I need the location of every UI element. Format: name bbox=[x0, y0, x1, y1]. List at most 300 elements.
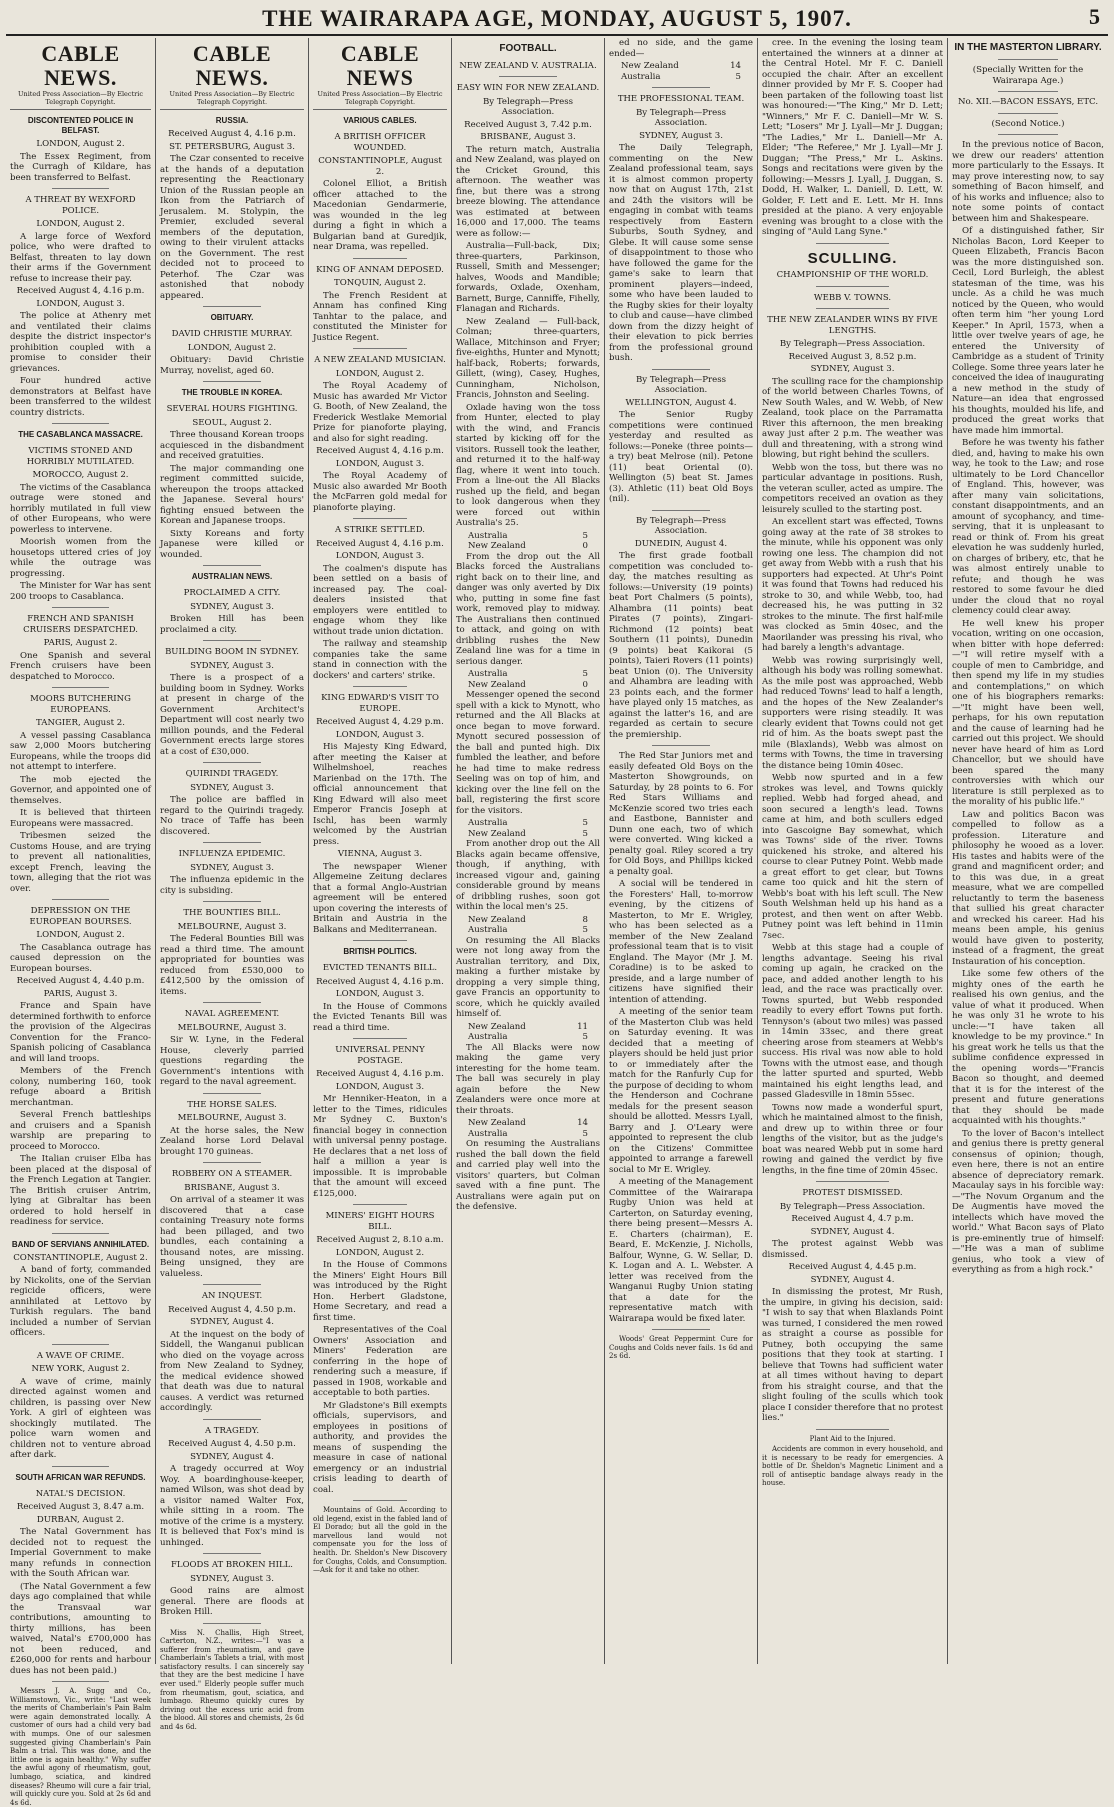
article-heading: MINERS' EIGHT HOURS BILL. bbox=[325, 1211, 435, 1232]
divider bbox=[816, 286, 888, 287]
article-text: The Royal Academy of Music has awarded Mr Victor G. Booth, of New Zealand, the Frederick Westlake Memorial Prize for pianoforte playing, and also for sight reading. bbox=[313, 381, 447, 444]
article-text: Like some few others of the mighty ones of the earth he realised his own genius, and the value of what it produced. When he was only 31 he wrote to his uncle:—"I have taken all knowledge to be my province." In his great work he tells us that the sublime confidence expressed in the opening words—"Francis Bacon so thought, and deemed that it is for the interest of the present and future generations that they should be made acquainted with his thoughts." bbox=[952, 969, 1104, 1126]
article-text: On arrival of a steamer it was discovered that a case containing Treasury note forms had been pillaged, and two bundles, each containing a thousand notes, are missing. Being unsigned, they are valueless. bbox=[160, 1195, 304, 1279]
divider bbox=[203, 1284, 261, 1285]
team-name: New Zealand bbox=[468, 914, 526, 925]
masthead bbox=[6, 0, 1108, 36]
article-heading: A TRAGEDY. bbox=[204, 1425, 260, 1436]
press-credit: United Press Association—By Electric Telegraph Copyright. bbox=[10, 90, 151, 110]
divider bbox=[203, 1623, 261, 1624]
article-text: A social will be tendered in the Foresters' Hall, to-morrow evening, by the citizens of Masterton, to Mr E. Wrigley, who has been selected as a member of the New Zealand professional team that is to visit England. The Mayor (Mr J. M. Coradine) is to be asked to preside, and a large number of citizens have signified their intention of attending. bbox=[609, 879, 753, 1005]
advertisement: Messrs J. A. Sugg and Co., Williamstown, Vic., write: "Last week the merits of Chamberlain's Pain Balm were again demonstrated locally. A customer of ours had a child very bad with mumps. One of our salesmen suggested giving Chamberlain's Pain Balm a trial. This was done, and the little one is again healthy." Why suffer the awful agony of rheumatism, gout, lumbago, sciatica, and kindred diseases? Rheumo will cure a fair trial, will quickly cure you. Sold at 2s 6d and 4s 6d. bbox=[10, 1687, 151, 1807]
article-heading: THE HORSE SALES. bbox=[187, 1099, 277, 1110]
article-text: The victims of the Casablanca outrage were stoned and horribly mutilated in full view of other Europeans, who were powerless to intervene. bbox=[10, 482, 151, 535]
received-line: Received August 4, 4.16 p.m. bbox=[168, 129, 296, 139]
article-text: In the House of Commons the Evicted Tenants Bill was read a third time. bbox=[313, 1001, 447, 1033]
article-text: Obituary: David Christie Murray, novelist, aged 60. bbox=[160, 355, 304, 376]
team-score: 5 bbox=[582, 530, 588, 541]
article-text: At the horse sales, the New Zealand horse Lord Delaval brought 170 guineas. bbox=[160, 1125, 304, 1157]
received-line: Received August 4, 4.40 p.m. bbox=[16, 976, 145, 986]
divider bbox=[353, 940, 407, 941]
article-heading: BRITISH POLITICS. bbox=[343, 947, 417, 956]
article-heading: BUILDING BOOM IN SYDNEY. bbox=[165, 647, 299, 657]
received-line: Received August 4, 4.16 p.m. bbox=[316, 446, 444, 456]
team-score: 0 bbox=[582, 541, 588, 551]
dateline: SYDNEY, August 3. bbox=[190, 601, 274, 612]
column-6 bbox=[758, 38, 948, 1664]
article-text: The Senior Rugby competitions were continued yesterday and resulted as follows:—Poneke (three points—a try) beat Melrose (nil). Petone (11) beat Oriental (0). Wellington (5) beat St. James (3). Athletic (11) beat Old Boys (nil). bbox=[609, 410, 753, 504]
article-text: The police at Athenry met and ventilated their claims despite the district inspector's prohibition coupled with a promise to consider their grievances. bbox=[10, 311, 151, 374]
score-line bbox=[456, 680, 600, 691]
article-text: Towns now made a wonderful spurt, which he maintained almost to the finish, and drew up to within three or four lengths of the visitor, but as the judge's boat was neared Webb put in some hard rowing and gained the verdict by five lengths, in the fine time of 20min 45sec. bbox=[762, 1102, 943, 1176]
divider bbox=[52, 1466, 108, 1467]
divider bbox=[652, 745, 710, 746]
divider bbox=[652, 510, 710, 511]
divider bbox=[353, 518, 407, 519]
dateline: SEOUL, August 2. bbox=[192, 417, 272, 428]
article-text: The Federal Bounties Bill was read a third time. The amount appropriated for bounties was reduced from £530,000 to £412,500 by the omission of items. bbox=[160, 934, 304, 997]
article-text: (The Natal Government a few days ago complained that while the Transvaal war contributions, amounting to thirty millions, has been waived, Natal's £700,000 has not been reduced, and £260,000 for rents and harbour dues has not been paid.) bbox=[10, 1581, 151, 1676]
dateline: SYDNEY, August 3. bbox=[190, 782, 274, 793]
article-text: Before he was twenty his father died, and, having to make his own way, he took to the Law; and rose ultimately to be Lord Chancellor of England. This, however, was after many vain solicitations, constant disappointments, and an amount of sycophancy, and time-serving, that it is unpleasant to read or think of. From his great elevation he was suddenly hurled, on charges of bribery, etc, that he was almost entirely unable to refute; and though he was restored to some favour he died under the cloud that no royal clemency could clear away. bbox=[952, 438, 1104, 616]
section-heading-sculling: SCULLING. bbox=[807, 249, 898, 267]
article-heading: A THREAT BY WEXFORD POLICE. bbox=[25, 195, 136, 216]
article-subheading: (Second Notice.) bbox=[991, 118, 1065, 129]
received-line: Received August 4, 4.29 p.m. bbox=[316, 717, 444, 727]
received-line: Received August 4, 4.16 p.m. bbox=[316, 538, 444, 549]
score-line bbox=[456, 1129, 600, 1140]
article-text: A meeting of the Management Committee of the Wairarapa Rugby Union was held at Carterton, on Saturday evening, there being present—Messrs A. E. Charters (chairman), E. Beard, E. McKenzie, J. Nicholls, Balfour, Wynne, G. W. Sellar, D. K. Logan and A. L. Webster. A letter was received from the Wanganui Rugby Union stating that a date for the representative match with Wairarapa would be fixed later. bbox=[609, 1177, 753, 1324]
article-heading: DEPRESSION ON THE EUROPEAN BOURSES. bbox=[29, 906, 132, 927]
received-line: Received August 4, 4.45 p.m. bbox=[788, 1262, 917, 1272]
dateline: LONDON, August 2. bbox=[335, 1247, 425, 1258]
article-subheading: DAVID CHRISTIE MURRAY. bbox=[171, 329, 293, 339]
article-heading: THE CASABLANCA MASSACRE. bbox=[18, 430, 143, 439]
article-subheading: WEBB V. TOWNS. bbox=[813, 292, 892, 303]
score-line bbox=[456, 531, 600, 542]
score-line bbox=[456, 818, 600, 829]
dateline: LONDON, August 3. bbox=[36, 298, 125, 309]
dateline: LONDON, August 2. bbox=[335, 368, 425, 379]
article-text: In dismissing the protest, Mr Rush, the umpire, in giving his decision, said: "I wish to say that when Blaxlands Point was turned, I considered the men rowed as straight a course as possible for Putney, both occupying the same positions that they took at starting. I believe that Towns had sufficient water at all times without having to depart from his straight course, and that the slight fouling of the sculls which took place I consider therefore that no protest lies." bbox=[762, 1287, 943, 1423]
article-text: Moorish women from the housetops uttered cries of joy while the outrage was progressing. bbox=[10, 537, 151, 579]
article-text: Oxlade having won the toss from Hunter, elected to play with the wind, and Francis started by kicking off for the visitors. Russell took the leather, and returned it to the half-way flag, where it went into touch. From a line-out the All Blacks rushed up the field, and began to look dangerous when they were forced out within Australia's 25. bbox=[456, 402, 600, 528]
team-name: Australia bbox=[468, 1128, 508, 1139]
article-heading: DISCONTENTED POLICE IN BELFAST. bbox=[27, 116, 134, 135]
article-text: Webb at this stage had a couple of lengths advantage. Seeing his rival coming up again, he cracked on the pace, and added another length to his lead, and the race was practically over. Towns spurted, but Webb responded readily to every effort Towns put forth. Tennyson's (about two miles) was passed in 14min 33sec, and there great cheering arose from steamers at Webb's success. His rival was now able to hold Towns with the utmost ease, and though the latter spurted and spurted, Webb maintained his eight lengths lead, and passed Gladesville in 18min 55sec. bbox=[762, 943, 943, 1100]
article-subheading: PROCLAIMED A CITY. bbox=[183, 588, 281, 598]
dateline: MELBOURNE, August 3. bbox=[177, 921, 287, 932]
received-line: Received August 4, 4.50 p.m. bbox=[168, 1304, 296, 1315]
article-text: Colonel Elliot, a British officer attached to the Macedonian Gendarmerie, was wounded in the leg during a fight in which a Bulgarian band at Guredjik, near Drama, was repelled. bbox=[313, 179, 447, 252]
article-heading: A STRIKE SETTLED. bbox=[335, 525, 425, 535]
article-subheading: A BRITISH OFFICER WOUNDED. bbox=[334, 132, 426, 153]
article-text: The major commanding one regiment committed suicide, whereupon the troops attacked the Japanese. Several hours' fighting ensued between the Korean and Japanese troops. bbox=[160, 463, 304, 526]
team-name: New Zealand bbox=[468, 828, 526, 839]
article-text: Webb now spurted and in a few strokes was level, and Towns quickly replied. Webb had forged ahead, and soon secured a length's lead. Towns came at him, and both scullers edged into Gascoigne Bay somewhat, which was Towns' side of the river. Towns quickened his stroke, and altered his course to clear Putney Point. Webb made a great effort to get clear, but Towns came too quick and hit the stern of Webb's boat with his left scull. The New South Welshman held up his hand as a protest, and then went on after Webb. Putney point was left behind in 11min 7sec. bbox=[762, 773, 943, 941]
received-line: Received August 2, 8.10 a.m. bbox=[316, 1235, 444, 1245]
divider bbox=[816, 243, 888, 244]
divider bbox=[52, 607, 108, 608]
article-text: The police are baffled in regard to the Quirindi tragedy. No trace of Taffe has been discovered. bbox=[160, 795, 304, 837]
article-text: The Czar consented to receive at the hands of a deputation representing the Reactionary Union of the Russian people an Ikon from the Patriarch of Jerusalem. M. Stolypin, the Premier, excluded several members of the deputation, owing to their virulent attacks on the Government. The rest decided not to proceed to Peterhof. The Czar was astonished that nobody appeared. bbox=[160, 154, 304, 301]
byline: By Telegraph—Press Association. bbox=[635, 107, 727, 128]
article-text: It is believed that thirteen Europeans were massacred. bbox=[10, 808, 151, 829]
article-heading: QUIRINDI TRAGEDY. bbox=[185, 769, 279, 779]
received-line: Received August 4, 4.16 p.m. bbox=[316, 976, 444, 987]
article-text: The return match, Australia and New Zealand, was played on the Cricket Ground, this afternoon. The weather was fine, but there was a strong breeze blowing. The attendance was estimated at between 16,000 and 17,000. The teams were as follow:— bbox=[456, 144, 601, 239]
article-text: The All Blacks were now making the game very interesting for the home team. The ball was securely in play again before the New Zealanders were once more at their throats. bbox=[456, 1042, 600, 1116]
received-line: Received August 4, 4.50 p.m. bbox=[168, 1439, 296, 1449]
article-heading: ROBBERY ON A STEAMER. bbox=[171, 1169, 293, 1179]
article-text: The first grade football competition was concluded to-day, the matches resulting as follows:—University (19 points) beat Port Chalmers (5 points), Alhambra (11 points) beat Pirates (7 points), Zingari-Richmond (12 points) beat Southern (11 points), Dunedin (9 points) beat Kaikorai (5 points), Taieri Rovers (11 points) beat Union (0). The University and Alhambra are leading with 23 points each, and the former have played only 15 matches, as against the latter's 16, and are regarded as certain to secure the premiership. bbox=[609, 551, 753, 740]
divider bbox=[353, 686, 407, 687]
dateline: ST. PETERSBURG, August 3. bbox=[169, 141, 295, 152]
article-text: On resuming the All Blacks were not long away from the Australian territory, and Dix, making a further mistake by dropping a very simple thing, gave Francis an opportunity to score, which he quickly availed himself of. bbox=[456, 935, 600, 1019]
divider bbox=[998, 134, 1059, 135]
column-1 bbox=[6, 38, 156, 1807]
team-score: 5 bbox=[582, 828, 588, 839]
article-text: The French Resident at Annam has confined King Tanhtar to the palace, and constituted the Minister for Justice Regent. bbox=[313, 290, 447, 343]
press-credit: United Press Association—By Electric Telegraph Copyright. bbox=[160, 90, 304, 110]
divider bbox=[353, 258, 407, 259]
article-text: Messenger opened the second spell with a kick to Mynott, who returned and the All Blacks at once began to move forward. Mynott secured possession of the ball and punted high. Dix fumbled the leather, and before he had time to make redress Seeling was on top of him, and kicking over the line fell on the ball, registering the first score for the visitors. bbox=[456, 690, 600, 816]
newspaper-title: THE WAIRARAPA AGE, MONDAY, AUGUST 5, 1907. bbox=[262, 6, 852, 31]
score-line bbox=[456, 1118, 600, 1129]
article-text: A tragedy occurred at Woy Woy. A boardinghouse-keeper, named Wilson, was shot dead by a visitor named Walter Fox, while sitting in a room. The motive of the crime is a mystery. It is believed that Fox's mind is unhinged. bbox=[160, 1464, 304, 1548]
article-text: The Daily Telegraph, commenting on the New Zealand professional team, says it is almost common property now that on August 17th, 21st and 24th the visitors will be engaging in combat with teams respectively from Eastern Suburbs, South Sydney, and Glebe. It will cause some sense of disappointment to those who have followed the game for the game's sake to learn that prominent players—indeed, some who have been lauded to the Rugby skies for their loyalty to club and cause—have climbed down from the dizzy height of their elevation to pick berries from the professional ground bush. bbox=[609, 143, 753, 363]
article-text: There is a prospect of a building boom in Sydney. Works at present in charge of the Government Architect's Department will cost nearly two million pounds, and the Federal Government erects large stores at a cost of £30,000. bbox=[160, 673, 304, 757]
dateline: BRISBANE, August 3. bbox=[480, 132, 576, 142]
article-text: The Essex Regiment, from the Curragh of Kildare, has been transferred to Belfast. bbox=[10, 151, 151, 183]
team-name: New Zealand bbox=[468, 1118, 526, 1128]
article-text: Law and politics Bacon was compelled to follow as a profession. Literature and philosophy he wooed as a lover. His tastes and habits were of the grand and magnificent order; and to this was due, in a great measure, what we are compelled reluctantly to term the baseness that sullied his great character and wrecked his career. Had his means been ample, his genius would have given to posterity, instead of a fragment, the great Instauration of his conception. bbox=[952, 809, 1104, 967]
article-heading: RUSSIA. bbox=[215, 116, 249, 125]
team-score: 5 bbox=[582, 925, 588, 935]
score-line bbox=[456, 1022, 600, 1033]
article-text: Webb won the toss, but there was no particular advantage in positions. Rush, the veteran sculler, acted as umpire. The competitors received an ovation as they leisurely sculled to the starting post. bbox=[762, 462, 943, 515]
article-text: Webb was rowing surprisingly well, although his body was rolling somewhat. As the mile post was approached, Webb had reduced Towns' lead to half a length, and the hopes of the New Zealander's supporters were rising steadily. It was clearly evident that Towns could not get rid of him. As the boats swept past the mile (Blaxlands), Webb was almost on terms with Towns, the time in traversing the distance being 10min 40sec. bbox=[762, 655, 943, 771]
score-line bbox=[456, 829, 600, 840]
article-heading: AUSTRALIAN NEWS. bbox=[191, 572, 273, 581]
advertisement: Accidents are common in every household, and it is necessary to be ready for emergencies. A bottle of Dr. Sheldon's Magnetic Liniment and a roll of antiseptic bandage always ready in the house. bbox=[762, 1445, 943, 1488]
article-text: The Minister for War has sent 200 troops to Casablanca. bbox=[10, 581, 151, 602]
divider bbox=[499, 76, 557, 77]
divider bbox=[998, 59, 1059, 60]
dateline: TONQUIN, August 2. bbox=[334, 278, 426, 288]
team-score: 11 bbox=[577, 1021, 588, 1032]
advertisement-heading: Plant Aid to the Injured. bbox=[809, 1434, 896, 1443]
article-text: France and Spain have determined forthwith to enforce the provision of the Algeciras Convention for the Franco-Spanish policing of Casablanca and will land troops. bbox=[10, 1001, 151, 1064]
column-2 bbox=[156, 38, 309, 1732]
article-heading: THE TROUBLE IN KOREA. bbox=[181, 388, 283, 397]
article-text: A band of forty, commanded by Nickolits, one of the Servian regicide officers, were annihilated at Lettovo by Turkish regulars. The band included a number of Servian officers. bbox=[10, 1265, 151, 1338]
divider bbox=[203, 901, 261, 902]
column-heading: CABLE NEWS. bbox=[192, 41, 272, 90]
dateline: LONDON, August 2. bbox=[36, 139, 125, 149]
score-line bbox=[609, 72, 753, 83]
score-line bbox=[456, 541, 600, 552]
article-heading: FRENCH AND SPANISH CRUISERS DESPATCHED. bbox=[23, 614, 138, 635]
article-heading: FLOODS AT BROKEN HILL. bbox=[171, 1560, 293, 1570]
article-text: The protest against Webb was dismissed. bbox=[762, 1239, 943, 1260]
article-subheading: EASY WIN FOR NEW ZEALAND. bbox=[456, 83, 600, 93]
divider bbox=[52, 899, 108, 900]
advertisement: Miss N. Challis, High Street, Carterton, N.Z., writes:—"I was a sufferer from rheumatism, and gave Chamberlain's Tablets a trial, with most satisfactory results. I can sincerely say that they are the best medicine I have ever used." Elderly people suffer much from rheumatism, gout, sciatica, and lumbago. Rheumo quickly cures by driving out the excess uric acid from the blood. All stores and chemists, 2s 6d and 4s 6d. bbox=[160, 1628, 304, 1732]
divider bbox=[998, 113, 1059, 114]
team-score: 5 bbox=[582, 1032, 588, 1042]
article-text: The Red Star Juniors met and easily defeated Old Boys on the Masterton Showgrounds, on Saturday, by 28 points to 6. For Red Stars Williams and McKenzie scored two tries each and Eastbone, Bannister and Dunn one each, two of which were converted. Wing kicked a penalty goal. Riley scored a try for Old Boys, and Phillips kicked a penalty goal. bbox=[609, 751, 753, 877]
column-5 bbox=[605, 38, 758, 1664]
divider bbox=[203, 565, 261, 566]
advertisement: Woods' Great Peppermint Cure for Coughs and Colds never fails. 1s 6d and 2s 6d. bbox=[609, 1335, 753, 1361]
team-name: New Zealand bbox=[468, 679, 526, 690]
article-text: Sixty Koreans and forty Japanese were killed or wounded. bbox=[160, 528, 304, 560]
divider bbox=[203, 1002, 261, 1003]
article-text: The railway and steamship companies take the same stand in connection with the dockers' and carters' strike. bbox=[313, 639, 447, 681]
article-text: In the House of Commons the Miners' Eight Hours Bill was introduced by the Right Hon. Herbert Gladstone, Home Secretary, and read a first time. bbox=[313, 1260, 447, 1323]
article-text: The mob ejected the Governor, and appointed one of themselves. bbox=[10, 774, 151, 806]
section-heading-football: FOOTBALL. bbox=[499, 43, 557, 54]
page-number: 5 bbox=[1089, 4, 1100, 29]
divider bbox=[203, 1093, 261, 1094]
divider bbox=[353, 348, 407, 349]
dateline: SYDNEY, August 3. bbox=[190, 660, 274, 671]
article-text: Tribesmen seized the Customs House, and are trying to prevent all nationalities, except French, leaving the town, alleging that the riot was over. bbox=[10, 831, 151, 894]
received-line: Received August 4, 4.7 p.m. bbox=[791, 1214, 914, 1224]
score-line bbox=[456, 915, 600, 926]
press-credit: United Press Association—By Electric Telegraph Copyright. bbox=[313, 90, 447, 110]
article-text: An excellent start was effected, Towns going away at the rate of 38 strokes to the minute, while his opponent was only rowing one less. The champion did not get away from Webb with a rush that his supporters had expected. At Uhr's Point it was found that Towns had reduced his stroke to 30, and while Webb, too, had decreased his, he was putting in 32 strokes to the minute. The first half-mile was clocked as 5min 40sec, and the Maorilander was pressing his rival, who had barely a length's advantage. bbox=[762, 517, 943, 653]
team-name: Australia bbox=[468, 530, 508, 541]
received-line: Received August 3, 7.42 p.m. bbox=[464, 119, 592, 130]
team-score: 14 bbox=[577, 1118, 588, 1128]
byline: By Telegraph—Press Association. bbox=[635, 374, 727, 395]
dateline: DURBAN, August 2. bbox=[36, 1514, 125, 1525]
dateline: LONDON, August 2. bbox=[36, 219, 125, 229]
article-text: The newspaper Wiener Allgemeine Zeitung declares that a formal Anglo-Austrian agreement will be entered upon covering the interests of Britain and Austria in the Balkans and Mediterranean. bbox=[313, 861, 447, 935]
received-line: Received August 4, 4.16 p.m. bbox=[316, 1069, 444, 1079]
article-text: Representatives of the Coal Owners' Association and Miners' Federation are conferring in the hope of rendering such a measure, if passed in 1908, workable and acceptable to both parties. bbox=[313, 1325, 447, 1398]
dateline: LONDON, August 3. bbox=[335, 1081, 425, 1092]
article-text: The Casablanca outrage has caused depression on the European bourses. bbox=[10, 942, 151, 974]
dateline: LONDON, August 3. bbox=[335, 458, 425, 469]
dateline: LONDON, August 2. bbox=[187, 342, 277, 353]
team-score: 5 bbox=[582, 669, 588, 679]
article-text: Four hundred active demonstrators at Belfast have been transferred to the wildest country districts. bbox=[10, 376, 151, 418]
article-text: Of a distinguished father, Sir Nicholas Bacon, Lord Keeper to Queen Elizabeth, Francis Bacon was the more distinguished son. Cecil, Lord Burleigh, the ablest statesman of the time, was his uncle. As a child he was much noticed by the Queen, who would often term him "her young Lord Keeper." In April, 1573, when a little over twelve years of age, he entered the University of Cambridge as a student of Trinity College. Some three years later he conceived the idea of inaugurating a new method in the study of Nature—an idea that engrossed his thoughts, moulded his life, and produced the great works that have made him immortal. bbox=[952, 226, 1104, 436]
article-heading: PROTEST DISMISSED. bbox=[802, 1188, 903, 1198]
divider bbox=[52, 1233, 108, 1234]
dateline: SYDNEY, August 4. bbox=[810, 1226, 895, 1237]
received-line: Received August 4, 4.16 p.m. bbox=[16, 286, 145, 296]
article-text: The Natal Government has decided not to request the Imperial Government to make many refunds in connection with the South African war. bbox=[10, 1527, 151, 1579]
divider bbox=[203, 381, 261, 382]
divider bbox=[52, 1344, 108, 1345]
article-subheading: NEW ZEALAND V. AUSTRALIA. bbox=[459, 60, 597, 71]
article-text: The sculling race for the championship of the world between Charles Towns, of New South Wales, and W. Webb, of New Zealand, took place on the Parramatta River this afternoon, the men breaking away just after 2 p.m. The weather was dull and threatening, with a strong wind blowing, but right behind the scullers. bbox=[762, 376, 943, 460]
team-score: 5 bbox=[582, 818, 588, 828]
divider bbox=[203, 1419, 261, 1420]
column-3 bbox=[309, 38, 452, 1664]
dateline: PARIS, August 3. bbox=[43, 988, 118, 999]
dateline: LONDON, August 3. bbox=[335, 551, 425, 561]
divider bbox=[203, 1553, 261, 1554]
dateline: MELBOURNE, August 3. bbox=[177, 1113, 287, 1123]
article-text: Several French battleships and cruisers and a Spanish warship are preparing to proceed to Morocco. bbox=[10, 1110, 151, 1152]
score-line bbox=[456, 1032, 600, 1043]
article-heading: KING OF ANNAM DEPOSED. bbox=[316, 264, 444, 275]
team-name: New Zealand bbox=[468, 541, 526, 551]
article-subheading: SEVERAL HOURS FIGHTING. bbox=[166, 404, 298, 414]
team-score: 14 bbox=[730, 61, 741, 71]
dateline: WELLINGTON, August 4. bbox=[625, 397, 737, 408]
dateline: SYDNEY, August 3. bbox=[190, 1573, 274, 1584]
divider bbox=[353, 1204, 407, 1205]
article-text: From another drop out the All Blacks again became offensive, though, if anything, with increased vigour and, gaining considerable ground by means of dribbling rushes, soon got within the local men's 25. bbox=[456, 839, 600, 912]
divider bbox=[203, 640, 261, 641]
dateline: SYDNEY, August 4. bbox=[190, 1317, 274, 1327]
article-heading: THE PROFESSIONAL TEAM. bbox=[617, 94, 745, 104]
article-heading: CHAMPIONSHIP OF THE WORLD. bbox=[776, 270, 929, 280]
divider bbox=[816, 308, 888, 309]
byline: By Telegraph—Press Association. bbox=[779, 1201, 926, 1212]
divider bbox=[652, 369, 710, 370]
dateline: SYDNEY, August 4. bbox=[810, 1274, 895, 1285]
dateline: LONDON, August 2. bbox=[36, 930, 125, 940]
team-score: 0 bbox=[582, 679, 588, 690]
article-text: Members of the French colony, numbering 160, took refuge aboard a British merchantman. bbox=[10, 1066, 151, 1108]
dateline: MELBOURNE, August 3. bbox=[177, 1022, 287, 1033]
article-text: A large force of Wexford police, who were drafted to Belfast, threaten to lay down their arms if the Government refuse to increase their pay. bbox=[10, 231, 151, 284]
article-heading: A WAVE OF CRIME. bbox=[36, 1350, 125, 1361]
press-credit: (Specially Written for the Wairarapa Age.) bbox=[972, 65, 1084, 86]
dateline: SYDNEY, August 4. bbox=[190, 1451, 274, 1462]
dateline: BRISBANE, August 3. bbox=[184, 1182, 280, 1193]
column-7 bbox=[948, 38, 1108, 1664]
article-heading: BAND OF SERVIANS ANNIHILATED. bbox=[11, 1239, 150, 1249]
advertisement: Mountains of Gold. According to old legend, exist in the fabled land of El Dorado; but all the gold in the marvellous land would not compensate you for the loss of health. Dr. Sheldon's New Discovery for Coughs, Colds, and Consumption.—Ask for it and take no other. bbox=[313, 1506, 447, 1575]
article-text: Mr Gladstone's Bill exempts officials, supervisors, and employees in positions of authority, and provides the means of suspending the measure in case of national emergency or an industrial crisis leading to dearth of coal. bbox=[313, 1400, 447, 1495]
article-text: New Zealand — Full-back, Colman; three-quarters, Wallace, Mitchinson and Fryer; five-eighths, Hunter and Mynott; half-back, Roberts; forwards, Gillett, (wing), Casey, Hughes, Cunningham, Nicholson, Francis, Johnston and Seeling. bbox=[456, 316, 600, 400]
score-line bbox=[456, 669, 600, 680]
team-name: Australia bbox=[468, 669, 508, 679]
article-text: A wave of crime, mainly directed against women and children, is passing over New York. A girl of eighteen was shockingly mutilated. The police warn women and children not to venture abroad after dark. bbox=[10, 1376, 151, 1460]
team-name: Australia bbox=[468, 818, 508, 828]
article-heading: AN INQUEST. bbox=[201, 1291, 263, 1301]
article-text: To the lover of Bacon's intellect and genius there is pretty general consensus of opinion; though, even here, there is not an entire absence of depreciatory remark. Macaulay says in his forcible way:—"The Novum Organum and the De Augmentis have moved the intellects which have moved the world." What Bacon says of Plato is pre-eminently true of himself:—"He was a man of sublime genius, who took a view of everything as from a high rock." bbox=[952, 1128, 1104, 1275]
article-text: ed no side, and the game ended— bbox=[609, 38, 753, 59]
article-heading: VARIOUS CABLES. bbox=[343, 116, 417, 125]
dateline: SYDNEY, August 3. bbox=[810, 364, 895, 374]
divider bbox=[652, 87, 710, 88]
divider bbox=[353, 1038, 407, 1039]
article-text: On resuming the Australians rushed the ball down the field and carried play well into the visitors' quarters, but Colman saved with a fine punt. The Australians were again put on the defensive. bbox=[456, 1139, 600, 1212]
received-line: Received August 3, 8.47 a.m. bbox=[16, 1502, 145, 1512]
article-subheading: VICTIMS STONED AND HORRIBLY MUTILATED. bbox=[26, 446, 135, 467]
article-heading: UNIVERSAL PENNY POSTAGE. bbox=[335, 1045, 425, 1066]
article-text: The Italian cruiser Elba has been placed at the disposal of the French Legation at Tangier. The British cruiser Antrim, lying at Gibraltar has been ordered to hold herself in readiness for service. bbox=[10, 1154, 151, 1227]
byline: By Telegraph—Press Association. bbox=[482, 96, 574, 117]
article-heading: OBITUARY. bbox=[210, 313, 254, 322]
article-heading: NAVAL AGREEMENT. bbox=[184, 1009, 280, 1019]
byline: By Telegraph—Press Association. bbox=[635, 515, 727, 536]
divider bbox=[52, 188, 108, 189]
divider bbox=[652, 1329, 710, 1330]
article-text: Good rains are almost general. There are floods at Broken Hill. bbox=[160, 1586, 304, 1617]
article-text: Australia—Full-back, Dix; three-quarters, Parkinson, Russell, Smith and Messenger; halves, Woods and Mandible; forwards, Oxlade, Oxenham, Barnett, Burge, Canniffe, Fihelly, Flanagan and Richards. bbox=[456, 241, 600, 314]
dateline: SYDNEY, August 3. bbox=[190, 862, 274, 873]
divider bbox=[816, 1181, 888, 1182]
article-text: The coalmen's dispute has been settled on a basis of increased pay. The coal-dealers insisted that employers were entitled to engage whom they like without trade union dictation. bbox=[313, 563, 447, 637]
article-subheading: EVICTED TENANTS BILL. bbox=[322, 963, 438, 973]
divider bbox=[52, 1681, 108, 1682]
column-heading: CABLE NEWS. bbox=[41, 41, 120, 90]
dateline: NEW YORK, August 2. bbox=[31, 1364, 130, 1374]
dateline: VIENNA, August 3. bbox=[337, 849, 423, 859]
article-text: From the drop out the All Blacks forced the Australians right back on to their line, and danger was only averted by Dix who, putting in some fine fast work, removed play to midway. The Australians then continued to attack, and going on with dribbling rushes the New Zealand line was for a time in serious danger. bbox=[456, 551, 600, 667]
article-text: Sir W. Lyne, in the Federal House, cleverly parried questions regarding the Government's intentions with regard to the naval agreement. bbox=[160, 1035, 304, 1087]
score-line bbox=[456, 925, 600, 936]
article-heading: SOUTH AFRICAN WAR REFUNDS. bbox=[15, 1472, 146, 1482]
dateline: CONSTANTINOPLE, August 2. bbox=[13, 1252, 148, 1263]
column-heading: IN THE MASTERTON LIBRARY. bbox=[954, 42, 1102, 53]
column-heading: CABLE NEWS bbox=[340, 41, 420, 90]
divider bbox=[203, 762, 261, 763]
byline: By Telegraph—Press Association. bbox=[779, 339, 926, 349]
dateline: LONDON, August 3. bbox=[335, 729, 425, 740]
article-text: A vessel passing Casablanca saw 2,000 Moors butchering Europeans, while the troops did not attempt to interfere. bbox=[10, 730, 151, 772]
team-score: 5 bbox=[582, 1128, 588, 1139]
dateline: TANGIER, August 2. bbox=[35, 718, 126, 728]
dateline: DUNEDIN, August 4. bbox=[634, 538, 728, 549]
article-heading: INFLUENZA EPIDEMIC. bbox=[178, 849, 286, 859]
team-score: 8 bbox=[582, 914, 588, 925]
article-text: The Royal Academy of Music also awarded Mr Booth the McFarren gold medal for pianoforte playing. bbox=[313, 471, 447, 513]
article-text: In the previous notice of Bacon, we drew our readers' attention more particularly to the Essays. It may prove interesting now, to say something of Bacon himself, and of his works and influence; also to note some points of contact between him and Shakespeare. bbox=[952, 140, 1104, 224]
article-text: At the inquest on the body of Siddell, the Wanganui publican who died on the voyage across from New Zealand to Sydney, the medical evidence showed that death was due to natural causes. A verdict was returned accordingly. bbox=[160, 1329, 304, 1413]
divider bbox=[353, 1500, 407, 1501]
team-name: Australia bbox=[468, 925, 508, 935]
divider bbox=[52, 687, 108, 688]
article-text: Mr Henniker-Heaton, in a letter to the Times, ridicules Mr Sydney C. Buxton's financial bogey in connection with universal penny postage. He declares that a net loss of half a million a year is impossible. It is improbable that the amount will exceed £125,000. bbox=[313, 1094, 447, 1199]
divider bbox=[203, 1162, 261, 1163]
dateline: SYDNEY, August 3. bbox=[639, 130, 723, 141]
divider bbox=[203, 842, 261, 843]
article-heading: THE BOUNTIES BILL. bbox=[183, 908, 281, 918]
divider bbox=[816, 1429, 888, 1430]
dateline: CONSTANTINOPLE, August 2. bbox=[318, 156, 442, 177]
article-text: One Spanish and several French cruisers have been despatched to Morocco. bbox=[10, 650, 151, 682]
dateline: MOROCCO, August 2. bbox=[32, 470, 129, 480]
article-text: His Majesty King Edward, after meeting the Kaiser at Wilhelmshoel, reaches Marienbad on the 17th. The official announcement that King Edward will also meet Emperor Francis Joseph at Ischl, has been warmly welcomed by the Austrian press. bbox=[313, 742, 447, 847]
divider bbox=[203, 306, 261, 307]
score-line bbox=[609, 61, 753, 72]
team-name: New Zealand bbox=[621, 61, 679, 71]
article-text: He well knew his proper vocation, writing on one occasion, when bitter with hope deferred:—"I will retire myself with a couple of men to Cambridge, and then spend my life in my studies and contemplations," on which one of his biographers remarks:—"It might have been well, perhaps, for his own reputation and the cause of learning had he carried out this project. We should never have heard of him as Lord Chancellor, but we should have been spared the many controversies with which our literature is still perplexed as to the morality of his public life." bbox=[952, 618, 1104, 807]
article-subheading: THE NEW ZEALANDER WINS BY FIVE LENGTHS. bbox=[767, 315, 938, 336]
team-score: 5 bbox=[735, 71, 741, 82]
article-heading: KING EDWARD'S VISIT TO EUROPE. bbox=[321, 693, 439, 714]
team-name: Australia bbox=[468, 1032, 508, 1042]
article-subheading: No. XII.—BACON ESSAYS, ETC. bbox=[957, 97, 1099, 107]
article-heading: A NEW ZEALAND MUSICIAN. bbox=[314, 355, 446, 365]
article-subheading: NATAL'S DECISION. bbox=[35, 1488, 126, 1499]
article-text: A meeting of the senior team of the Masterton Club was held on Saturday evening. It was decided that a meeting of players should be held just prior to or immediately after the match for the Ranfurly Cup for the purpose of deciding to whom the Henderson and Cochrane medals for the present season should be allotted. Messrs Lyall, Barry and J. O'Leary were appointed to represent the club on the Citizens' Committee appointed to arrange a farewell social to Mr E. Wrigley. bbox=[609, 1007, 753, 1175]
divider bbox=[998, 91, 1059, 92]
article-text: The influenza epidemic in the city is subsiding. bbox=[160, 875, 304, 896]
article-text: Three thousand Korean troops acquiesced in the disbandment and received gratuities. bbox=[160, 430, 304, 461]
